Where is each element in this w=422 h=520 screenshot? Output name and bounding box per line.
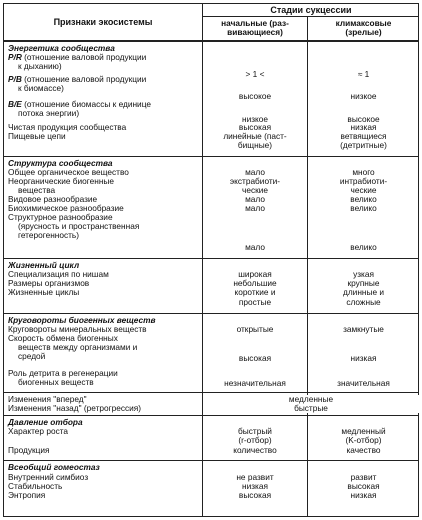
nutrients-rate-label-l1: Скорость обмена биогенных xyxy=(8,333,118,343)
succession-table xyxy=(3,3,419,517)
structure-species-initial: мало xyxy=(245,194,265,204)
energy-pb-symbol: P/B xyxy=(8,74,22,84)
nutrients-rate-climax: низкая xyxy=(350,353,377,363)
changes-forward-label: Изменения "вперед" xyxy=(8,394,87,404)
structure-inorg-initial-l2: ческие xyxy=(242,185,268,195)
nutrients-detritus-initial: незначительная xyxy=(224,378,286,388)
stages-underline xyxy=(202,16,418,17)
energy-food-initial-l2: бищные) xyxy=(237,140,273,150)
energy-pb-climax: низкое xyxy=(350,91,377,101)
energy-be-symbol: B/E xyxy=(8,99,22,109)
life-size-climax: крупные xyxy=(347,278,380,288)
nutrients-circ-label: Круговороты минеральных веществ xyxy=(8,324,147,334)
energy-be-label-l2: потока энергии) xyxy=(18,108,80,118)
nutrients-rate-initial: высокая xyxy=(238,353,272,363)
homeostasis-stab-initial: низкая xyxy=(242,481,268,491)
homeostasis-symb-initial: не развит xyxy=(236,472,274,482)
divider-nutrients xyxy=(4,313,418,314)
structure-species-label: Видовое разнообразие xyxy=(8,194,98,204)
energy-net-climax: низкая xyxy=(350,122,377,132)
selection-prod-climax: качество xyxy=(346,445,381,455)
section-energy-title: Энергетика сообщества xyxy=(8,43,115,53)
energy-pb-initial: высокое xyxy=(238,91,272,101)
homeostasis-stab-climax: высокая xyxy=(347,481,380,491)
changes-back-value: быстрые xyxy=(203,404,419,413)
nutrients-circ-climax: замкнутые xyxy=(343,324,384,334)
changes-back-label: Изменения "назад" (ретрогрессия) xyxy=(8,403,142,413)
homeostasis-stab-label: Стабильность xyxy=(8,481,63,491)
divider-changes xyxy=(4,392,418,393)
header-initial-l2: вивающиеся) xyxy=(227,27,283,37)
structure-species-climax: велико xyxy=(350,194,377,204)
structure-inorg-climax-l1: интрабиоти- xyxy=(339,176,388,186)
life-cycles-climax-l2: сложные xyxy=(346,297,381,307)
life-cycles-initial-l2: простые xyxy=(238,297,272,307)
energy-pr-symbol: P/R xyxy=(8,52,22,62)
energy-food-climax-l1: ветвящиеся xyxy=(340,131,387,141)
energy-net-label: Чистая продукция сообщества xyxy=(8,122,127,132)
structure-struct-climax: велико xyxy=(350,242,377,252)
header-features: Признаки экосистемы xyxy=(53,17,153,27)
selection-growth-initial-l1: быстрый xyxy=(238,426,272,436)
life-spec-climax: узкая xyxy=(353,269,374,279)
section-structure-title: Структура сообщества xyxy=(8,158,113,168)
homeostasis-entropy-climax: низкая xyxy=(350,490,377,500)
structure-org-label: Общее органическое вещество xyxy=(8,167,129,177)
structure-struct-label-l3: гетерогенность) xyxy=(18,230,80,240)
section-life-title: Жизненный цикл xyxy=(8,260,80,270)
energy-pr-text: (отношение валовой продукции xyxy=(21,52,147,62)
section-selection-title: Давление отбора xyxy=(8,417,83,427)
divider-life xyxy=(4,258,418,259)
structure-struct-label-l1: Структурное разнообразие xyxy=(8,212,113,222)
life-spec-label: Специализация по нишам xyxy=(8,269,109,279)
energy-be-text: (отношение биомассы к единице xyxy=(21,99,151,109)
selection-growth-climax-l2: (K-отбор) xyxy=(345,435,382,445)
structure-org-initial: мало xyxy=(245,167,265,177)
selection-growth-initial-l2: (r-отбор) xyxy=(238,435,272,445)
nutrients-detritus-label-l2: биогенных веществ xyxy=(18,377,94,387)
homeostasis-entropy-initial: высокая xyxy=(238,490,272,500)
homeostasis-symb-label: Внутренний симбиоз xyxy=(8,472,89,482)
energy-food-label: Пищевые цепи xyxy=(8,131,66,141)
divider-homeostasis xyxy=(4,460,418,461)
structure-inorg-climax-l2: ческие xyxy=(350,185,377,195)
structure-biochem-climax: велико xyxy=(350,203,377,213)
energy-pb-label-l2: к биомассе) xyxy=(18,83,64,93)
structure-org-climax: много xyxy=(352,167,375,177)
divider-structure xyxy=(4,156,418,157)
section-nutrients-title: Круговороты биогенных веществ xyxy=(8,315,156,325)
changes-forward-value: медленные xyxy=(203,395,419,404)
header-climax-l1: климаксовые xyxy=(335,18,392,28)
energy-pr-label-l2: к дыханию) xyxy=(18,61,62,71)
structure-biochem-initial: мало xyxy=(245,203,265,213)
nutrients-detritus-climax: значительная xyxy=(337,378,390,388)
homeostasis-entropy-label: Энтропия xyxy=(8,490,46,500)
structure-inorg-label-l2: вещества xyxy=(18,185,56,195)
structure-inorg-initial-l1: экстрабиоти- xyxy=(229,176,281,186)
energy-food-climax-l2: (детритные) xyxy=(340,140,387,150)
life-cycles-climax-l1: длинные и xyxy=(343,287,384,297)
life-size-initial: небольшие xyxy=(233,278,277,288)
header-climax-l2: (зрелые) xyxy=(345,27,382,37)
section-homeostasis-title: Всеобщий гомеостаз xyxy=(8,462,100,472)
selection-growth-label: Характер роста xyxy=(8,426,69,436)
header-stages: Стадии сукцессии xyxy=(270,5,352,15)
life-spec-initial: широкая xyxy=(238,269,272,279)
structure-inorg-label-l1: Неорганические биогенные xyxy=(8,176,114,186)
structure-struct-label-l2: (ярусность и пространственная xyxy=(18,221,140,231)
homeostasis-symb-climax: развит xyxy=(350,472,377,482)
energy-be-climax: высокое xyxy=(347,114,380,124)
energy-pr-climax: ≈ 1 xyxy=(357,69,370,79)
header-divider xyxy=(4,40,418,42)
header-initial-l1: начальные (раз- xyxy=(221,18,289,28)
energy-pb-text: (отношение валовой продукции xyxy=(21,74,147,84)
life-cycles-label: Жизненные циклы xyxy=(8,287,80,297)
energy-net-initial: высокая xyxy=(238,122,272,132)
divider-selection xyxy=(4,415,418,416)
selection-prod-label: Продукция xyxy=(8,445,50,455)
structure-biochem-label: Биохимическое разнообразие xyxy=(8,203,124,213)
energy-be-initial: низкое xyxy=(242,114,268,124)
life-cycles-initial-l1: короткие и xyxy=(234,287,276,297)
energy-pr-initial: > 1 < xyxy=(245,69,265,79)
energy-food-initial-l1: линейные (паст- xyxy=(223,131,287,141)
life-size-label: Размеры организмов xyxy=(8,278,90,288)
nutrients-rate-label-l3: средой xyxy=(18,351,46,361)
selection-prod-initial: количество xyxy=(233,445,277,455)
structure-struct-initial: мало xyxy=(245,242,265,252)
nutrients-rate-label-l2: веществ между организмами и xyxy=(18,342,138,352)
nutrients-circ-initial: открытые xyxy=(236,324,274,334)
nutrients-detritus-label-l1: Роль детрита в регенерации xyxy=(8,368,118,378)
selection-growth-climax-l1: медленный xyxy=(341,426,386,436)
